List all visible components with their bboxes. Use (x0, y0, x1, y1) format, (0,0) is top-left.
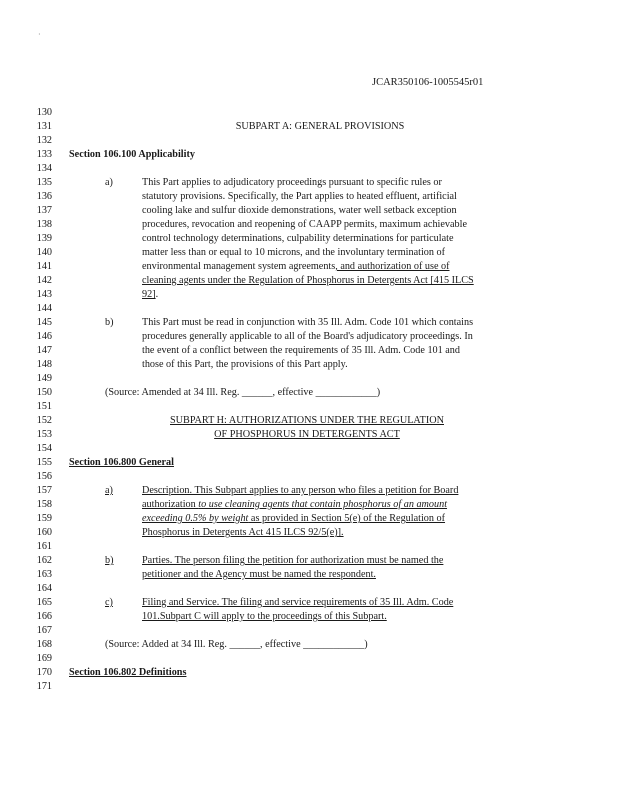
line-146 (0, 331, 618, 345)
line-number: 150 (36, 387, 52, 398)
line-149 (0, 373, 618, 387)
corner-mark: · (38, 30, 41, 39)
line-137 (0, 205, 618, 219)
body-text: matter less than or equal to 10 microns, and the involuntary termination of (142, 247, 446, 258)
line-167 (0, 625, 618, 639)
line-number: 137 (36, 205, 52, 216)
line-158 (0, 499, 618, 513)
line-number: 143 (36, 289, 52, 300)
line-number: 144 (36, 303, 52, 314)
line-number: 156 (36, 471, 52, 482)
line-number: 148 (36, 359, 52, 370)
body-text: procedures, revocation and reopening of CAAPP permits, maximum achievable (142, 219, 467, 230)
body-text: procedures generally applicable to all of the Board's adjudicatory proceedings. In (142, 331, 473, 342)
line-number: 130 (36, 107, 52, 118)
statutory-text: to use cleaning agents that contain phosphorus of an amount (198, 499, 448, 510)
body-text: Phosphorus in Detergents Act 415 ILCS 92/5(e)]. (142, 527, 344, 538)
subpart-h-heading-line-2: OF PHOSPHORUS IN DETERGENTS ACT (214, 429, 400, 440)
line-number: 157 (36, 485, 52, 496)
line-133 (0, 149, 618, 163)
line-154 (0, 443, 618, 457)
line-number: 158 (36, 499, 52, 510)
document-id: JCAR350106-1005545r01 (372, 77, 484, 88)
body-text: petitioner and the Agency must be named the respondent. (142, 569, 376, 580)
line-153 (0, 429, 618, 443)
line-number: 155 (36, 457, 52, 468)
body-text: those of this Part, the provisions of this Part apply. (142, 359, 348, 370)
line-number: 169 (36, 653, 52, 664)
body-text: statutory provisions. Specifically, the Part applies to heated effluent, artificial (142, 191, 457, 202)
body-text (142, 513, 445, 524)
line-number: 153 (36, 429, 52, 440)
body-text: cooling lake and sulfur dioxide demonstrations, water well setback exception (142, 205, 457, 216)
line-166 (0, 611, 618, 625)
line-148 (0, 359, 618, 373)
item-label: b) (105, 317, 114, 328)
line-151 (0, 401, 618, 415)
line-number: 161 (36, 541, 52, 552)
item-label: a) (105, 177, 113, 188)
line-171 (0, 681, 618, 695)
body-text-segment: as provided in Section 5(e) of the Regulation of (248, 513, 446, 524)
body-text-segment: environmental management system agreements (142, 261, 336, 272)
line-135 (0, 177, 618, 191)
line-number: 138 (36, 219, 52, 230)
line-139 (0, 233, 618, 247)
body-text: 101.Subpart C will apply to the proceedings of this Subpart. (142, 611, 387, 622)
line-number: 168 (36, 639, 52, 650)
line-number: 146 (36, 331, 52, 342)
line-164 (0, 583, 618, 597)
line-number: 147 (36, 345, 52, 356)
line-number: 166 (36, 611, 52, 622)
body-text (142, 261, 450, 272)
added-text: cleaning agents under the Regulation of Phosphorus in Detergents Act [415 ILCS (142, 275, 474, 286)
line-130 (0, 107, 618, 121)
added-text: , and authorization of use of (335, 261, 450, 272)
body-text: Parties. The person filing the petition for authorization must be named the (142, 555, 444, 566)
line-143 (0, 289, 618, 303)
line-138 (0, 219, 618, 233)
line-142 (0, 275, 618, 289)
line-number: 139 (36, 233, 52, 244)
line-168 (0, 639, 618, 653)
line-152 (0, 415, 618, 429)
added-text: 92] (142, 289, 156, 300)
body-text: Description. This Subpart applies to any person who files a petition for Board (142, 485, 459, 496)
line-number: 136 (36, 191, 52, 202)
line-number: 134 (36, 163, 52, 174)
line-number: 145 (36, 317, 52, 328)
line-number: 152 (36, 415, 52, 426)
line-162 (0, 555, 618, 569)
line-number: 170 (36, 667, 52, 678)
section-106-100-heading: Section 106.100 Applicability (69, 149, 195, 160)
line-number: 135 (36, 177, 52, 188)
section-106-802-heading: Section 106.802 Definitions (69, 667, 187, 678)
line-number: 165 (36, 597, 52, 608)
body-text: the event of a conflict between the requirements of 35 Ill. Adm. Code 101 and (142, 345, 460, 356)
line-number: 164 (36, 583, 52, 594)
line-number: 162 (36, 555, 52, 566)
line-141 (0, 261, 618, 275)
line-number: 133 (36, 149, 52, 160)
subpart-a-heading: SUBPART A: GENERAL PROVISIONS (235, 121, 405, 132)
body-text: This Part applies to adjudicatory proceedings pursuant to specific rules or (142, 177, 442, 188)
body-text (142, 499, 447, 510)
line-159 (0, 513, 618, 527)
body-text-segment: . (155, 289, 159, 300)
body-text-segment: authorization (142, 499, 199, 510)
line-169 (0, 653, 618, 667)
line-number: 171 (36, 681, 52, 692)
line-160 (0, 527, 618, 541)
line-number: 154 (36, 443, 52, 454)
line-131 (0, 121, 618, 135)
statutory-text: exceeding 0.5% by weight (142, 513, 249, 524)
subpart-h-heading-line-1: SUBPART H: AUTHORIZATIONS UNDER THE REGULATION (170, 415, 444, 426)
line-161 (0, 541, 618, 555)
line-number: 140 (36, 247, 52, 258)
line-157 (0, 485, 618, 499)
line-132 (0, 135, 618, 149)
line-number: 149 (36, 373, 52, 384)
line-156 (0, 471, 618, 485)
body-text: control technology determinations, culpability determinations for particulate (142, 233, 454, 244)
line-136 (0, 191, 618, 205)
item-label: b) (105, 555, 114, 566)
line-number: 167 (36, 625, 52, 636)
line-147 (0, 345, 618, 359)
line-number: 163 (36, 569, 52, 580)
line-145 (0, 317, 618, 331)
source-note: (Source: Added at 34 Ill. Reg. ______, effective ____________) (105, 639, 368, 650)
body-text (142, 289, 158, 300)
line-number: 132 (36, 135, 52, 146)
line-144 (0, 303, 618, 317)
line-number: 151 (36, 401, 52, 412)
body-text: This Part must be read in conjunction with 35 Ill. Adm. Code 101 which contains (142, 317, 474, 328)
line-number: 159 (36, 513, 52, 524)
line-number: 141 (36, 261, 52, 272)
line-155 (0, 457, 618, 471)
line-134 (0, 163, 618, 177)
body-text: Filing and Service. The filing and service requirements of 35 Ill. Adm. Code (142, 597, 454, 608)
line-140 (0, 247, 618, 261)
item-label: a) (105, 485, 113, 496)
line-163 (0, 569, 618, 583)
item-label: c) (105, 597, 113, 608)
line-150 (0, 387, 618, 401)
line-number: 160 (36, 527, 52, 538)
line-165 (0, 597, 618, 611)
source-note: (Source: Amended at 34 Ill. Reg. ______, effective ____________) (105, 387, 381, 398)
line-number: 131 (36, 121, 52, 132)
line-number: 142 (36, 275, 52, 286)
line-170 (0, 667, 618, 681)
section-106-800-heading: Section 106.800 General (69, 457, 174, 468)
